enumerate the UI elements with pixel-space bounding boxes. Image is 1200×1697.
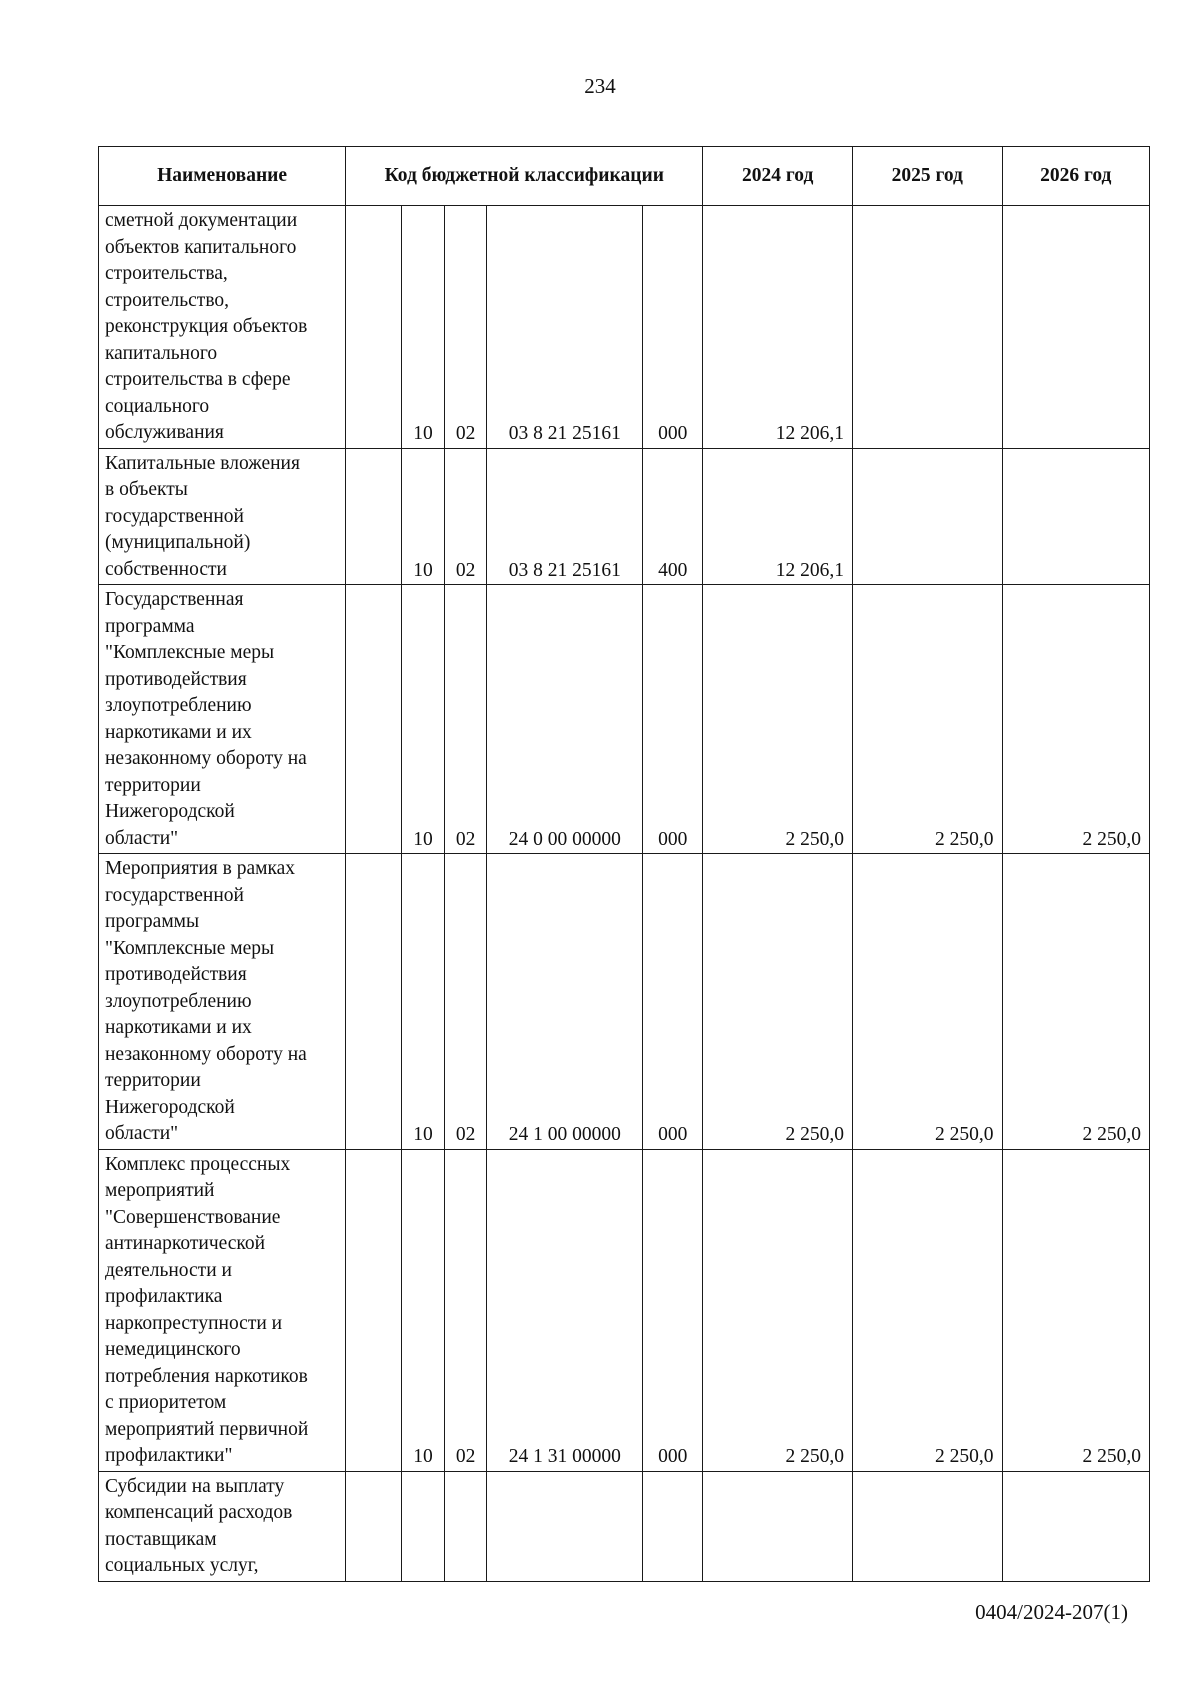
header-name: Наименование [99,147,346,206]
row-name-cell [99,1149,346,1471]
amount-2025 [852,448,1002,585]
amount-2025: 2 250,0 [852,585,1002,854]
expense-type-code: 000 [643,206,703,449]
expense-type-code: 000 [643,1149,703,1471]
table-header-row [99,147,1150,206]
amount-2026: 2 250,0 [1002,585,1150,854]
header-budget-code: Код бюджетной классификации [346,147,703,206]
amount-2025: 2 250,0 [852,854,1002,1150]
amount-2024 [703,1471,853,1581]
amount-2026 [1002,448,1150,585]
header-year-2024: 2024 год [703,147,853,206]
row-name: Государственная программа "Комплексные меры противодействия злоупотреблению наркотиками и их незаконному обороту на территории Нижегородской области" [105,589,307,849]
amount-2025: 2 250,0 [852,1149,1002,1471]
table-row [99,854,1150,1150]
section-code: 10 [402,585,445,854]
section-code: 10 [402,448,445,585]
amount-2024: 12 206,1 [703,448,853,585]
subsection-code [444,1471,487,1581]
target-article-code: 24 0 00 00000 [487,585,643,854]
budget-table [98,146,1150,1582]
code-cell-blank [346,1149,402,1471]
code-cell-blank [346,585,402,854]
table-row [99,1149,1150,1471]
row-name-cell [99,1471,346,1581]
section-code: 10 [402,854,445,1150]
amount-2024: 2 250,0 [703,854,853,1150]
row-name: Мероприятия в рамках государственной программы "Комплексные меры противодействия злоупотреблению наркотиками и их незаконному обороту на территории Нижегородской области" [105,858,307,1144]
target-article-code: 03 8 21 25161 [487,448,643,585]
section-code: 10 [402,206,445,449]
subsection-code: 02 [444,1149,487,1471]
subsection-code: 02 [444,854,487,1150]
amount-2026 [1002,1471,1150,1581]
header-year-2025: 2025 год [852,147,1002,206]
code-cell-blank [346,1471,402,1581]
row-name: сметной документации объектов капитального строительства, строительство, реконструкция объектов капитального строительства в сфере социального обслуживания [105,210,308,443]
table-row [99,206,1150,449]
amount-2024: 2 250,0 [703,585,853,854]
expense-type-code: 400 [643,448,703,585]
expense-type-code: 000 [643,854,703,1150]
expense-type-code: 000 [643,585,703,854]
table-row [99,1471,1150,1581]
target-article-code: 03 8 21 25161 [487,206,643,449]
target-article-code: 24 1 31 00000 [487,1149,643,1471]
page-number: 234 [584,74,616,98]
target-article-code: 24 1 00 00000 [487,854,643,1150]
row-name: Комплекс процессных мероприятий "Совершенствование антинаркотической деятельности и профилактика наркопреступности и немедицинского потребления наркотиков с приоритетом мероприятий первичной профилактики" [105,1153,309,1466]
row-name-cell [99,206,346,449]
subsection-code: 02 [444,448,487,585]
expense-type-code [643,1471,703,1581]
amount-2026: 2 250,0 [1002,854,1150,1150]
subsection-code: 02 [444,206,487,449]
code-cell-blank [346,448,402,585]
amount-2025 [852,206,1002,449]
amount-2024: 2 250,0 [703,1149,853,1471]
code-cell-blank [346,206,402,449]
row-name-cell [99,448,346,585]
code-cell-blank [346,854,402,1150]
section-code [402,1471,445,1581]
table-row [99,448,1150,585]
amount-2024: 12 206,1 [703,206,853,449]
subsection-code: 02 [444,585,487,854]
row-name-cell [99,854,346,1150]
row-name: Капитальные вложения в объекты государственной (муниципальной) собственности [105,452,300,580]
amount-2026 [1002,206,1150,449]
row-name: Субсидии на выплату компенсаций расходов поставщикам социальных услуг, [105,1475,293,1576]
amount-2025 [852,1471,1002,1581]
document-registration-code: 0404/2024-207(1) [975,1600,1128,1624]
header-year-2026: 2026 год [1002,147,1150,206]
section-code: 10 [402,1149,445,1471]
row-name-cell [99,585,346,854]
table-row [99,585,1150,854]
amount-2026: 2 250,0 [1002,1149,1150,1471]
target-article-code [487,1471,643,1581]
